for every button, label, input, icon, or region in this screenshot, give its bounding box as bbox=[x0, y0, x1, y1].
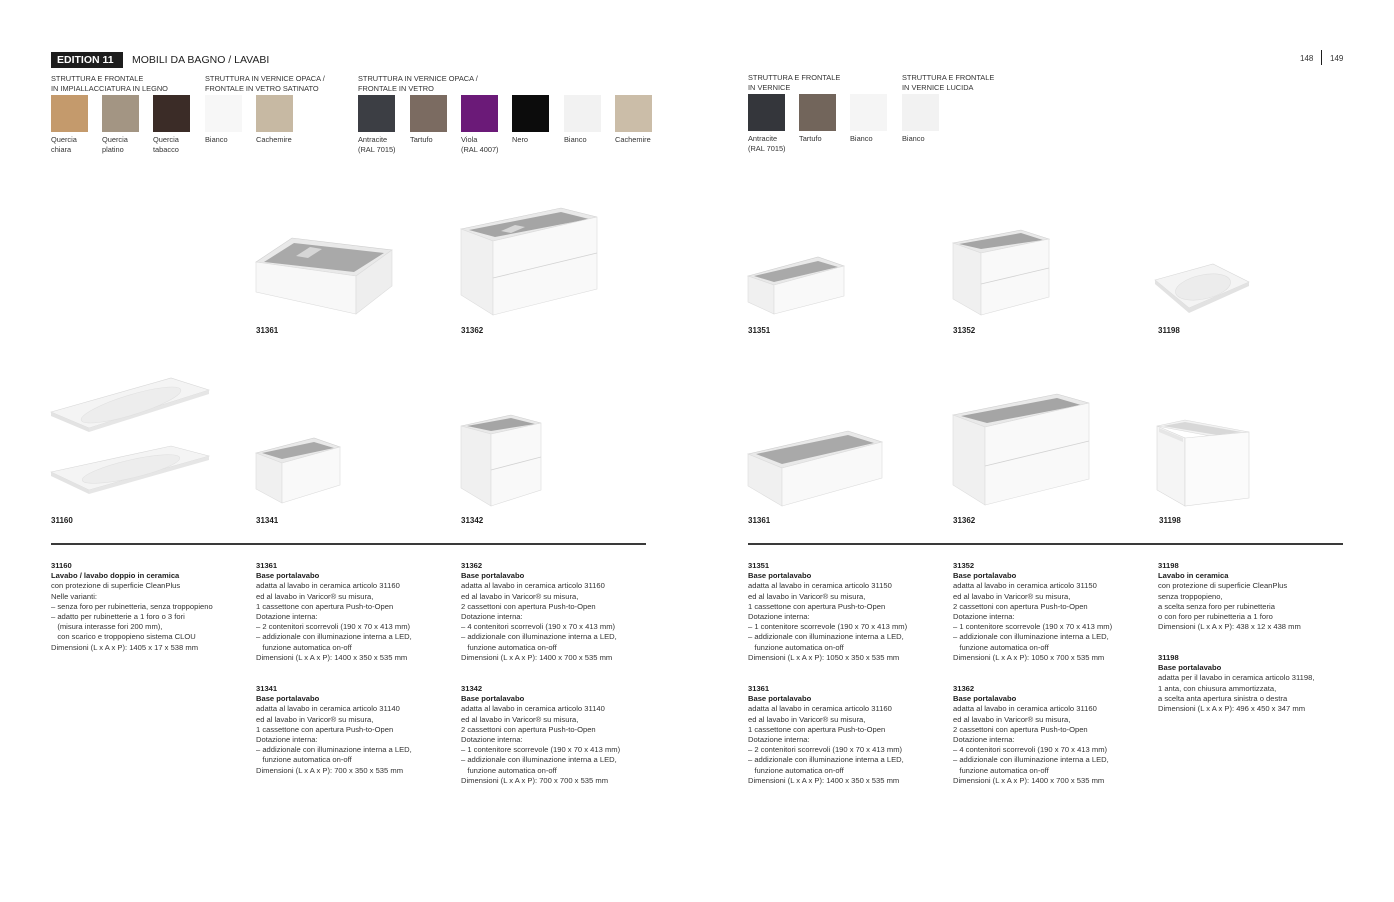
finish-group-label: STRUTTURA IN VERNICE OPACA / FRONTALE IN VETRO bbox=[358, 74, 478, 93]
finish-swatch-label: Quercia platino bbox=[102, 135, 128, 154]
description-line: Nelle varianti: bbox=[51, 591, 98, 601]
edition-badge: EDITION 11 bbox=[51, 52, 123, 68]
finish-swatch-label: Cachemire bbox=[615, 135, 651, 144]
product-description bbox=[256, 684, 451, 776]
description-code: 31342 bbox=[461, 684, 483, 693]
description-line: 1 cassettone con apertura Push-to-Open bbox=[256, 724, 394, 734]
description-line: – 2 contenitori scorrevoli (190 x 70 x 413 mm) bbox=[256, 622, 411, 632]
description-line: adatta al lavabo in ceramica articolo 31140 bbox=[461, 704, 605, 714]
finish-swatch bbox=[102, 95, 139, 132]
description-title: Base portalavabo bbox=[461, 694, 525, 704]
finish-swatch bbox=[51, 95, 88, 132]
finish-swatch-label: Bianco bbox=[205, 135, 228, 144]
product-code: 31351 bbox=[748, 326, 771, 335]
description-code: 31198 bbox=[1158, 653, 1179, 662]
description-line: Dimensioni (L x A x P): 1050 x 350 x 535 mm bbox=[748, 652, 900, 662]
description-line: – addizionale con illuminazione interna a LED, bbox=[461, 755, 617, 765]
description-line: funzione automatica on-off bbox=[953, 765, 1049, 775]
finish-swatch-label: Bianco bbox=[850, 134, 873, 143]
description-line: – adatto per rubinetterie a 1 foro o 3 fori bbox=[51, 612, 185, 622]
description-line: – senza foro per rubinetteria, senza troppopieno bbox=[51, 601, 213, 611]
description-title: Base portalavabo bbox=[256, 694, 320, 704]
description-line: adatta al lavabo in ceramica articolo 31160 bbox=[953, 704, 1097, 714]
description-line: – 4 contenitori scorrevoli (190 x 70 x 413 mm) bbox=[461, 622, 616, 632]
description-line: ed al lavabo in Varicor® su misura, bbox=[953, 714, 1071, 724]
section-divider bbox=[51, 543, 646, 545]
product-description bbox=[51, 561, 246, 653]
description-line: con scarico e troppopieno sistema CLOU bbox=[51, 632, 196, 642]
page-number-right: 149 bbox=[1330, 54, 1344, 63]
description-line: ed al lavabo in Varicor® su misura, bbox=[953, 591, 1071, 601]
description-line: a scelta senza foro per rubinetteria bbox=[1158, 601, 1275, 611]
finish-group-label: STRUTTURA IN VERNICE OPACA / FRONTALE IN VETRO SATINATO bbox=[205, 74, 325, 93]
finish-swatch bbox=[512, 95, 549, 132]
description-title: Base portalavabo bbox=[748, 571, 812, 581]
product-description bbox=[953, 561, 1148, 663]
description-title: Base portalavabo bbox=[461, 571, 525, 581]
description-line: adatta al lavabo in ceramica articolo 31160 bbox=[461, 581, 605, 591]
description-line: – 2 contenitori scorrevoli (190 x 70 x 413 mm) bbox=[748, 745, 903, 755]
description-line: ed al lavabo in Varicor® su misura, bbox=[256, 591, 374, 601]
description-line: Dotazione interna: bbox=[461, 735, 523, 745]
description-line: funzione automatica on-off bbox=[461, 765, 557, 775]
description-code: 31160 bbox=[51, 561, 72, 570]
description-line: – 4 contenitori scorrevoli (190 x 70 x 413 mm) bbox=[953, 745, 1108, 755]
vanity-unit-image bbox=[953, 393, 1093, 507]
description-line: – addizionale con illuminazione interna a LED, bbox=[748, 632, 904, 642]
product-code: 31198 bbox=[1159, 516, 1181, 525]
description-line: 2 cassettoni con apertura Push-to-Open bbox=[461, 724, 596, 734]
description-line: Dimensioni (L x A x P): 700 x 350 x 535 mm bbox=[256, 765, 404, 775]
description-line: adatta per il lavabo in ceramica articolo 31198, bbox=[1158, 673, 1315, 683]
description-line: ed al lavabo in Varicor® su misura, bbox=[748, 714, 866, 724]
description-line: – addizionale con illuminazione interna a LED, bbox=[953, 755, 1109, 765]
description-line: funzione automatica on-off bbox=[256, 642, 352, 652]
description-line: adatta al lavabo in ceramica articolo 31140 bbox=[256, 704, 400, 714]
product-code: 31342 bbox=[461, 516, 484, 525]
description-line: – addizionale con illuminazione interna a LED, bbox=[256, 632, 412, 642]
description-line: Dotazione interna: bbox=[256, 735, 318, 745]
description-line: 1 cassettone con apertura Push-to-Open bbox=[256, 601, 394, 611]
description-line: – addizionale con illuminazione interna a LED, bbox=[953, 632, 1109, 642]
description-line: Dotazione interna: bbox=[953, 735, 1015, 745]
description-line: (misura interasse fori 200 mm), bbox=[51, 622, 163, 632]
vanity-unit-image bbox=[256, 437, 344, 507]
description-line: Dimensioni (L x A x P): 700 x 700 x 535 mm bbox=[461, 775, 609, 785]
description-line: Dimensioni (L x A x P): 1400 x 350 x 535 mm bbox=[748, 775, 900, 785]
product-code: 31361 bbox=[256, 326, 279, 335]
description-line: funzione automatica on-off bbox=[256, 755, 352, 765]
finish-swatch bbox=[902, 94, 939, 131]
description-line: – 1 contenitore scorrevole (190 x 70 x 413 mm) bbox=[461, 745, 621, 755]
description-code: 31361 bbox=[748, 684, 770, 693]
description-line: funzione automatica on-off bbox=[748, 642, 844, 652]
finish-swatch bbox=[153, 95, 190, 132]
vanity-unit-image bbox=[953, 229, 1053, 317]
product-description bbox=[1158, 561, 1353, 632]
vanity-unit-image bbox=[461, 414, 545, 508]
description-line: 2 cassettoni con apertura Push-to-Open bbox=[953, 724, 1088, 734]
product-description bbox=[953, 684, 1148, 786]
finish-swatch-label: Bianco bbox=[564, 135, 587, 144]
vanity-unit-image bbox=[748, 430, 888, 508]
finish-swatch bbox=[410, 95, 447, 132]
description-title: Base portalavabo bbox=[748, 694, 812, 704]
finish-swatch bbox=[256, 95, 293, 132]
finish-swatch-label: Cachemire bbox=[256, 135, 292, 144]
finish-swatch-label: Antracite (RAL 7015) bbox=[358, 135, 396, 154]
product-code: 31362 bbox=[953, 516, 976, 525]
description-line: funzione automatica on-off bbox=[461, 642, 557, 652]
description-line: – addizionale con illuminazione interna a LED, bbox=[748, 755, 904, 765]
vanity-unit-image bbox=[461, 207, 601, 317]
washbasin-image bbox=[51, 376, 211, 506]
description-line: senza troppopieno, bbox=[1158, 591, 1223, 601]
finish-swatch-label: Tartufo bbox=[799, 134, 822, 143]
product-code: 31352 bbox=[953, 326, 976, 335]
finish-swatch-label: Quercia chiara bbox=[51, 135, 77, 154]
description-line: – 1 contenitore scorrevole (190 x 70 x 413 mm) bbox=[953, 622, 1113, 632]
finish-group-label: STRUTTURA E FRONTALE IN IMPIALLACCIATURA IN LEGNO bbox=[51, 74, 168, 93]
description-line: 2 cassettoni con apertura Push-to-Open bbox=[953, 601, 1088, 611]
description-line: Dotazione interna: bbox=[953, 612, 1015, 622]
page-number-left: 148 bbox=[1300, 54, 1314, 63]
description-line: adatta al lavabo in ceramica articolo 31150 bbox=[953, 581, 1097, 591]
description-line: 1 anta, con chiusura ammortizzata, bbox=[1158, 683, 1277, 693]
product-description bbox=[1158, 653, 1353, 714]
description-line: a scelta anta apertura sinistra o destra bbox=[1158, 693, 1288, 703]
description-line: Dotazione interna: bbox=[748, 735, 810, 745]
finish-swatch-label: Quercia tabacco bbox=[153, 135, 179, 154]
finish-swatch bbox=[850, 94, 887, 131]
product-description bbox=[748, 684, 943, 786]
description-line: Dimensioni (L x A x P): 438 x 12 x 438 mm bbox=[1158, 622, 1301, 632]
description-title: Base portalavabo bbox=[953, 571, 1017, 581]
finish-swatch bbox=[358, 95, 395, 132]
description-line: funzione automatica on-off bbox=[953, 642, 1049, 652]
vanity-unit-image bbox=[1157, 420, 1253, 508]
washbasin-image bbox=[1155, 262, 1251, 314]
product-code: 31362 bbox=[461, 326, 484, 335]
product-description bbox=[461, 684, 656, 786]
section-divider bbox=[748, 543, 1343, 545]
description-code: 31362 bbox=[953, 684, 975, 693]
finish-swatch bbox=[748, 94, 785, 131]
description-line: ed al lavabo in Varicor® su misura, bbox=[256, 714, 374, 724]
finish-swatch-label: Tartufo bbox=[410, 135, 433, 144]
finish-group-label: STRUTTURA E FRONTALE IN VERNICE LUCIDA bbox=[902, 73, 995, 92]
description-line: Dimensioni (L x A x P): 1400 x 700 x 535 mm bbox=[953, 775, 1105, 785]
description-line: con protezione di superficie CleanPlus bbox=[1158, 581, 1288, 591]
description-line: adatta al lavabo in ceramica articolo 31160 bbox=[256, 581, 400, 591]
description-line: Dotazione interna: bbox=[461, 612, 523, 622]
description-line: ed al lavabo in Varicor® su misura, bbox=[748, 591, 866, 601]
description-title: Base portalavabo bbox=[1158, 663, 1222, 673]
page-separator bbox=[1321, 50, 1322, 65]
finish-swatch bbox=[615, 95, 652, 132]
description-line: Dotazione interna: bbox=[748, 612, 810, 622]
description-line: – 1 contenitore scorrevole (190 x 70 x 413 mm) bbox=[748, 622, 908, 632]
description-line: Dimensioni (L x A x P): 1400 x 700 x 535 mm bbox=[461, 652, 613, 662]
finish-swatch bbox=[205, 95, 242, 132]
finish-swatch bbox=[799, 94, 836, 131]
description-code: 31351 bbox=[748, 561, 770, 570]
description-line: – addizionale con illuminazione interna a LED, bbox=[256, 745, 412, 755]
product-code: 31198 bbox=[1158, 326, 1180, 335]
finish-swatch bbox=[461, 95, 498, 132]
finish-group-label: STRUTTURA E FRONTALE IN VERNICE bbox=[748, 73, 841, 92]
description-line: funzione automatica on-off bbox=[748, 765, 844, 775]
product-code: 31341 bbox=[256, 516, 279, 525]
description-code: 31198 bbox=[1158, 561, 1179, 570]
description-title: Base portalavabo bbox=[256, 571, 320, 581]
finish-swatch-label: Nero bbox=[512, 135, 529, 144]
vanity-unit-image bbox=[748, 256, 848, 316]
product-description bbox=[748, 561, 943, 663]
description-line: o con foro per rubinetteria a 1 foro bbox=[1158, 612, 1273, 622]
description-line: adatta al lavabo in ceramica articolo 31160 bbox=[748, 704, 892, 714]
description-line: adatta al lavabo in ceramica articolo 31150 bbox=[748, 581, 892, 591]
description-line: Dimensioni (L x A x P): 496 x 450 x 347 mm bbox=[1158, 704, 1306, 714]
product-code: 31361 bbox=[748, 516, 771, 525]
description-line: con protezione di superficie CleanPlus bbox=[51, 581, 181, 591]
section-title: MOBILI DA BAGNO / LAVABI bbox=[132, 54, 270, 66]
description-line: Dotazione interna: bbox=[256, 612, 318, 622]
description-title: Base portalavabo bbox=[953, 694, 1017, 704]
product-description bbox=[461, 561, 656, 663]
finish-swatch bbox=[564, 95, 601, 132]
description-code: 31352 bbox=[953, 561, 975, 570]
product-description bbox=[256, 561, 451, 663]
product-code: 31160 bbox=[51, 516, 73, 525]
description-title: Lavabo in ceramica bbox=[1158, 571, 1229, 581]
description-line: 1 cassettone con apertura Push-to-Open bbox=[748, 724, 886, 734]
description-line: Dimensioni (L x A x P): 1405 x 17 x 538 mm bbox=[51, 642, 199, 652]
finish-swatch-label: Viola (RAL 4007) bbox=[461, 135, 499, 154]
finish-swatch-label: Antracite (RAL 7015) bbox=[748, 134, 786, 153]
description-line: Dimensioni (L x A x P): 1400 x 350 x 535 mm bbox=[256, 652, 408, 662]
description-line: – addizionale con illuminazione interna a LED, bbox=[461, 632, 617, 642]
description-line: 1 cassettone con apertura Push-to-Open bbox=[748, 601, 886, 611]
description-title: Lavabo / lavabo doppio in ceramica bbox=[51, 571, 180, 581]
description-line: 2 cassettoni con apertura Push-to-Open bbox=[461, 601, 596, 611]
description-code: 31362 bbox=[461, 561, 483, 570]
description-line: ed al lavabo in Varicor® su misura, bbox=[461, 591, 579, 601]
finish-swatch-label: Bianco bbox=[902, 134, 925, 143]
description-code: 31341 bbox=[256, 684, 278, 693]
description-code: 31361 bbox=[256, 561, 278, 570]
vanity-unit-image bbox=[256, 236, 396, 316]
description-line: Dimensioni (L x A x P): 1050 x 700 x 535 mm bbox=[953, 652, 1105, 662]
description-line: ed al lavabo in Varicor® su misura, bbox=[461, 714, 579, 724]
